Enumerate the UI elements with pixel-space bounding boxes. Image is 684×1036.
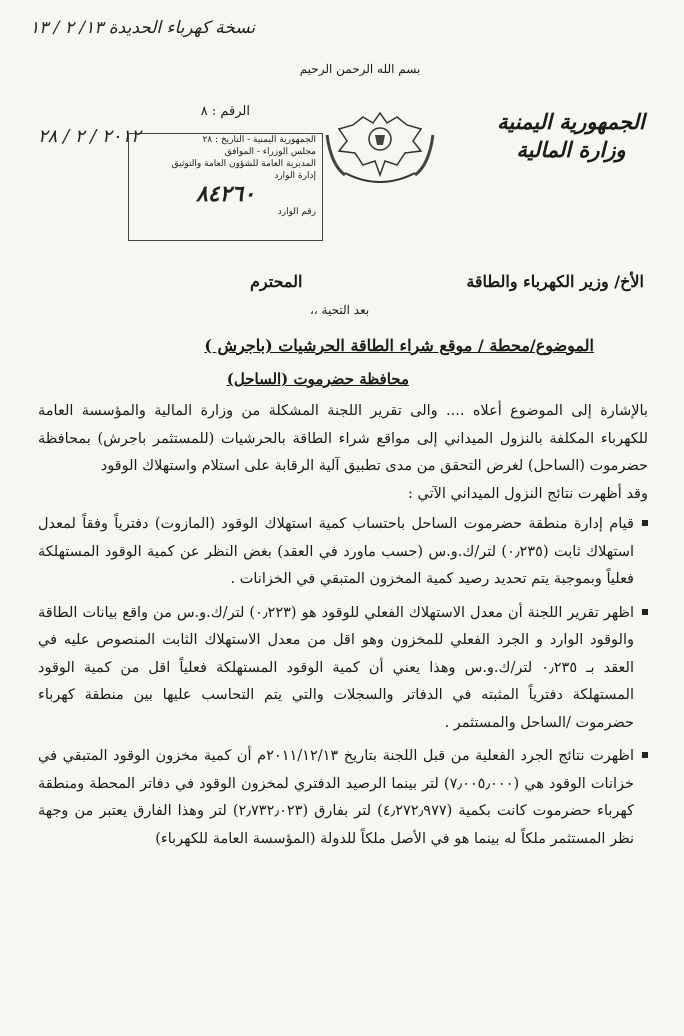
finding-item xyxy=(38,600,648,738)
stamp-line: المديرية العامة للشؤون العامة والتوثيق xyxy=(171,159,316,169)
letter-body xyxy=(38,398,648,853)
bullet-square-icon xyxy=(642,520,648,526)
subject-location: محافظة حضرموت (الساحل) xyxy=(226,370,409,388)
handwritten-note: نسخة كهرباء الحديدة ١٣/ ٢ / ١٣ xyxy=(30,18,256,38)
bullet-square-icon xyxy=(642,609,648,615)
honorific: المحترم xyxy=(250,272,303,291)
handwritten-date: ٢٠١٢ / ٢ / ٢٨ xyxy=(38,126,141,147)
subject-line: الموضوع/محطة / موقع شراء الطاقة الحرشيات (باجرش ) xyxy=(204,336,594,355)
finding-text: قيام إدارة منطقة حضرموت الساحل باحتساب كمية استهلاك الوقود (المازوت) دفترياً وفقاً لمعدل استهلاك ثابت (٠٫٢٣٥) لتر/ك.و.س (حسب ماورد في العقد) بغض النظر عن كمية الوقود المستهلكة فعلياً وبموجبة يتم تحديد رصيد كمية المخزون المتبقي في الخزانات . xyxy=(38,516,634,587)
ref-number-label: الرقم : ٨ xyxy=(200,104,250,119)
ministry-line1: الجمهورية اليمنية xyxy=(497,109,645,134)
addressee: الأخ/ وزير الكهرباء والطاقة xyxy=(466,272,644,291)
ministry-line2: وزارة المالية xyxy=(516,137,626,162)
received-stamp xyxy=(128,133,323,241)
yemen-eagle-emblem-icon xyxy=(325,95,435,195)
greeting: بعد التحية ،، xyxy=(310,303,370,317)
intro-paragraph: بالإشارة إلى الموضوع أعلاه .... والى تقرير اللجنة المشكلة من وزارة المالية والمؤسسة العامة للكهرباء المكلفة بالنزول الميداني إلى مواقع شراء الطاقة بالحرشيات (للمستثمر باجرش) بمحافظة حضرموت (الساحل) لغرض التحقق من مدى تطبيق آلية الرقابة على استلام واستهلاك الوقود xyxy=(38,403,648,474)
bullet-square-icon xyxy=(642,752,648,758)
stamp-line: مجلس الوزراء - الموافق xyxy=(224,147,316,157)
stamp-line: إدارة الوارد xyxy=(274,171,316,181)
ministry-header xyxy=(486,108,656,164)
stamp-line: رقم الوارد xyxy=(277,207,316,217)
results-intro: وقد أظهرت نتائج النزول الميداني الآتي : xyxy=(408,485,648,502)
stamp-line: الجمهورية اليمنية - التاريخ : ٢٨ xyxy=(202,135,316,145)
finding-item xyxy=(38,511,648,594)
finding-item xyxy=(38,743,648,853)
basmala: بسم الله الرحمن الرحيم xyxy=(299,62,421,76)
finding-text: اظهر تقرير اللجنة أن معدل الاستهلاك الفعلي للوقود هو (٠٫٢٢٣) لتر/ك.و.س من واقع بيانات الطاقة والوقود الوارد و الجرد الفعلي للمخزون وهو اقل من معدل الاستهلاك الثابت المنصوص عليه في العقد بـ ٠٫٢٣٥ لتر/ك.و.س وهذا يعني أن كمية الوقود المستهلكة فعلياً اقل من كمية الوقود المستهلكة دفترياً المثبته في الدفاتر والسجلات والتي يتم التحاسب عليها بين منطقة كهرباء حضرموت /الساحل والمستثمر . xyxy=(38,604,634,731)
stamp-code: ٨٤٢٦٠ xyxy=(195,181,256,207)
finding-text: اظهرت نتائج الجرد الفعلية من قبل اللجنة بتاريخ ٢٠١١/١٢/١٣م أن كمية مخزون الوقود المتبقي في خزانات الوقود هي (٧٫٠٠٥٫٠٠٠) لتر بينما الرصيد الدفتري لمخزون الوقود في دفاتر المحطة ومنطقة كهرباء حضرموت كانت بكمية (٤٫٢٧٢٫٩٧٧) لتر بفارق (٢٫٧٣٢٫٠٢٣) لتر وهذا الفارق يعتبر من وجهة نظر المستثمر ملكاً له بينما هو في الأصل ملكاً للدولة (المؤسسة العامة للكهرباء) xyxy=(38,748,634,847)
